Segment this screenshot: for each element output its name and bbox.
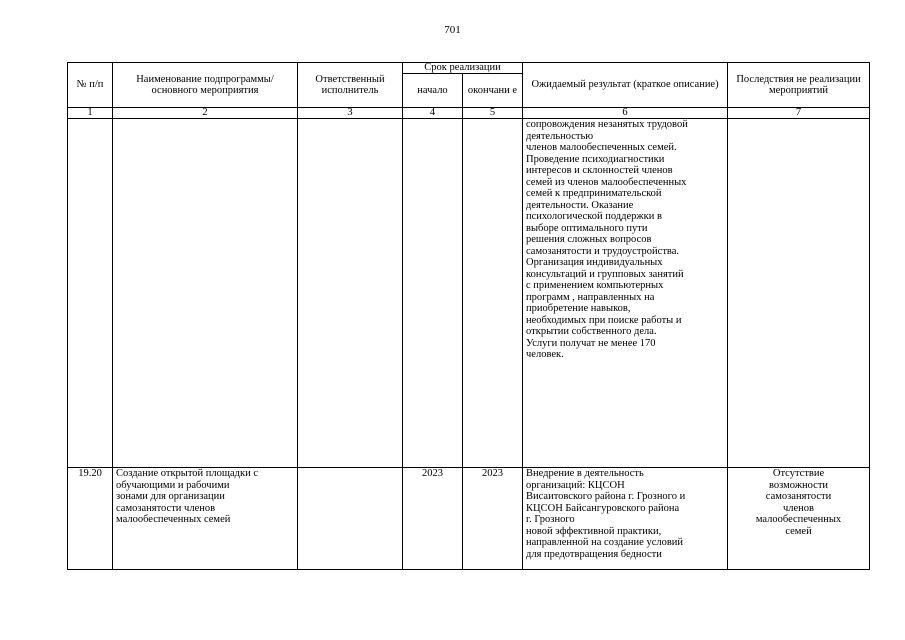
column-number-row — [68, 108, 870, 119]
header-name: Наименование подпрограммы/ основного мероприятия — [113, 63, 298, 108]
row-result: сопровождения незанятых трудовой деятельностью членов малообеспеченных семей. Проведение психодиагностики интересов и склонностей членов семей из членов малообеспеченных семей к предпринимательской деятельности. Оказание психологической поддержки в выборе оптимального пути решения сложных вопросов самозанятости и трудоустройства. Организация индивидуальных консультаций и групповых занятий с применением компьютерных программ , направленных на приобретение навыков, необходимых при поиске работы и открытии собственного дела. Услуги получат не менее 170 человек. — [523, 119, 728, 468]
table-row — [68, 119, 870, 468]
row-end — [463, 119, 523, 468]
row-name: Создание открытой площадки с обучающими и рабочими зонами для организации самозанятости членов малообеспеченных семей — [113, 468, 298, 570]
column-number: 4 — [403, 108, 463, 119]
row-consequence: Отсутствие возможности самозанятости членов малообеспеченных семей — [728, 468, 870, 570]
header-end: окончани е — [463, 74, 523, 108]
measures-table — [67, 62, 870, 570]
header-number: № п/п — [68, 63, 113, 108]
column-number: 7 — [728, 108, 870, 119]
row-consequence — [728, 119, 870, 468]
header-period: Срок реализации — [403, 63, 523, 74]
row-start: 2023 — [403, 468, 463, 570]
row-result: Внедрение в деятельность организаций: КЦСОН Висаитовского района г. Грозного и КЦСОН Байсангуровского района г. Грозного новой эффективной практики, направленной на создание условий для предотвращения бедности — [523, 468, 728, 570]
column-number: 2 — [113, 108, 298, 119]
page-number: 701 — [444, 24, 461, 36]
row-executor — [298, 119, 403, 468]
column-number: 6 — [523, 108, 728, 119]
row-number: 19.20 — [68, 468, 113, 570]
table-row — [68, 468, 870, 570]
header-consequence: Последствия не реализации мероприятий — [728, 63, 870, 108]
column-number: 5 — [463, 108, 523, 119]
row-executor — [298, 468, 403, 570]
row-start — [403, 119, 463, 468]
header-executor: Ответственный исполнитель — [298, 63, 403, 108]
header-row-1 — [68, 63, 870, 74]
header-start: начало — [403, 74, 463, 108]
column-number: 1 — [68, 108, 113, 119]
row-number — [68, 119, 113, 468]
row-name — [113, 119, 298, 468]
column-number: 3 — [298, 108, 403, 119]
row-end: 2023 — [463, 468, 523, 570]
header-result: Ожидаемый результат (краткое описание) — [523, 63, 728, 108]
